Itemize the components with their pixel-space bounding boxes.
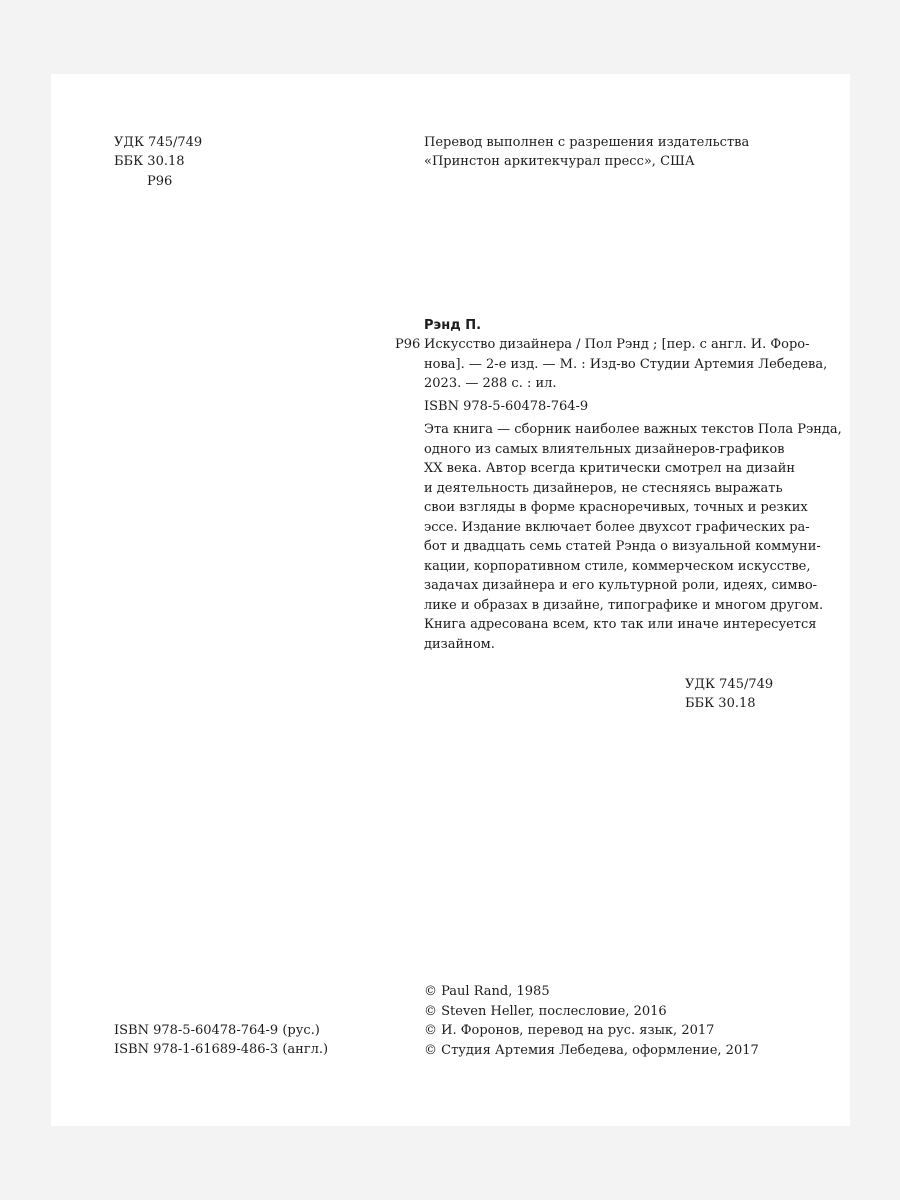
catalog-author-sign: Р96: [395, 337, 421, 352]
translation-note-line2: «Принстон аркитекчурал пресс», США: [424, 154, 695, 169]
isbn-eng: ISBN 978-1-61689-486-3 (англ.): [114, 1042, 329, 1057]
annotation-block: [424, 420, 842, 654]
catalog-title-block: [424, 335, 827, 394]
copyright-line: © Steven Heller, послесловие, 2016: [424, 1003, 667, 1019]
annotation-line: Эта книга — сборник наиболее важных текстов Пола Рэнда,: [424, 422, 842, 437]
annotation-line: одного из самых влиятельных дизайнеров-графиков: [424, 441, 785, 457]
annotation-line: XX века. Автор всегда критически смотрел на дизайн: [424, 461, 796, 476]
translation-note-line1: Перевод выполнен с разрешения издательства: [424, 135, 750, 150]
annotation-line: лике и образах в дизайне, типографике и многом другом.: [424, 597, 824, 613]
bbk-code-top: ББК 30.18: [114, 154, 185, 169]
catalog-title-line: нова]. — 2-е изд. — М. : Изд-во Студии Артемия Лебедева,: [424, 356, 828, 372]
annotation-line: Книга адресована всем, кто так или иначе интересуется: [424, 617, 817, 632]
author-sign-top: Р96: [147, 174, 173, 189]
copyright-line: © Paul Rand, 1985: [424, 984, 550, 999]
catalog-author: Рэнд П.: [424, 318, 482, 333]
udk-code-catalog: УДК 745/749: [685, 677, 774, 692]
copyright-line: © И. Форонов, перевод на рус. язык, 2017: [424, 1023, 715, 1038]
annotation-line: эссе. Издание включает более двухсот графических ра-: [424, 519, 810, 535]
bbk-code-catalog: ББК 30.18: [685, 696, 756, 711]
catalog-isbn: ISBN 978-5-60478-764-9: [424, 399, 589, 414]
catalog-title-line: Искусство дизайнера / Пол Рэнд ; [пер. с англ. И. Форо-: [424, 337, 810, 352]
annotation-line: задачах дизайнера и его культурной роли, идеях, симво-: [424, 578, 818, 593]
copyright-block: [424, 982, 759, 1060]
copyright-line: © Студия Артемия Лебедева, оформление, 2017: [424, 1042, 759, 1058]
catalog-title-line: 2023. — 288 с. : ил.: [424, 376, 557, 391]
udk-code-top: УДК 745/749: [114, 135, 203, 150]
annotation-line: бот и двадцать семь статей Рэнда о визуальной коммуни-: [424, 539, 821, 554]
annotation-line: дизайном.: [424, 636, 495, 652]
annotation-line: кации, корпоративном стиле, коммерческом искусстве,: [424, 558, 811, 574]
annotation-line: и деятельность дизайнеров, не стесняясь выражать: [424, 480, 783, 496]
isbn-rus: ISBN 978-5-60478-764-9 (рус.): [114, 1023, 320, 1038]
annotation-line: свои взгляды в форме красноречивых, точных и резких: [424, 500, 808, 515]
